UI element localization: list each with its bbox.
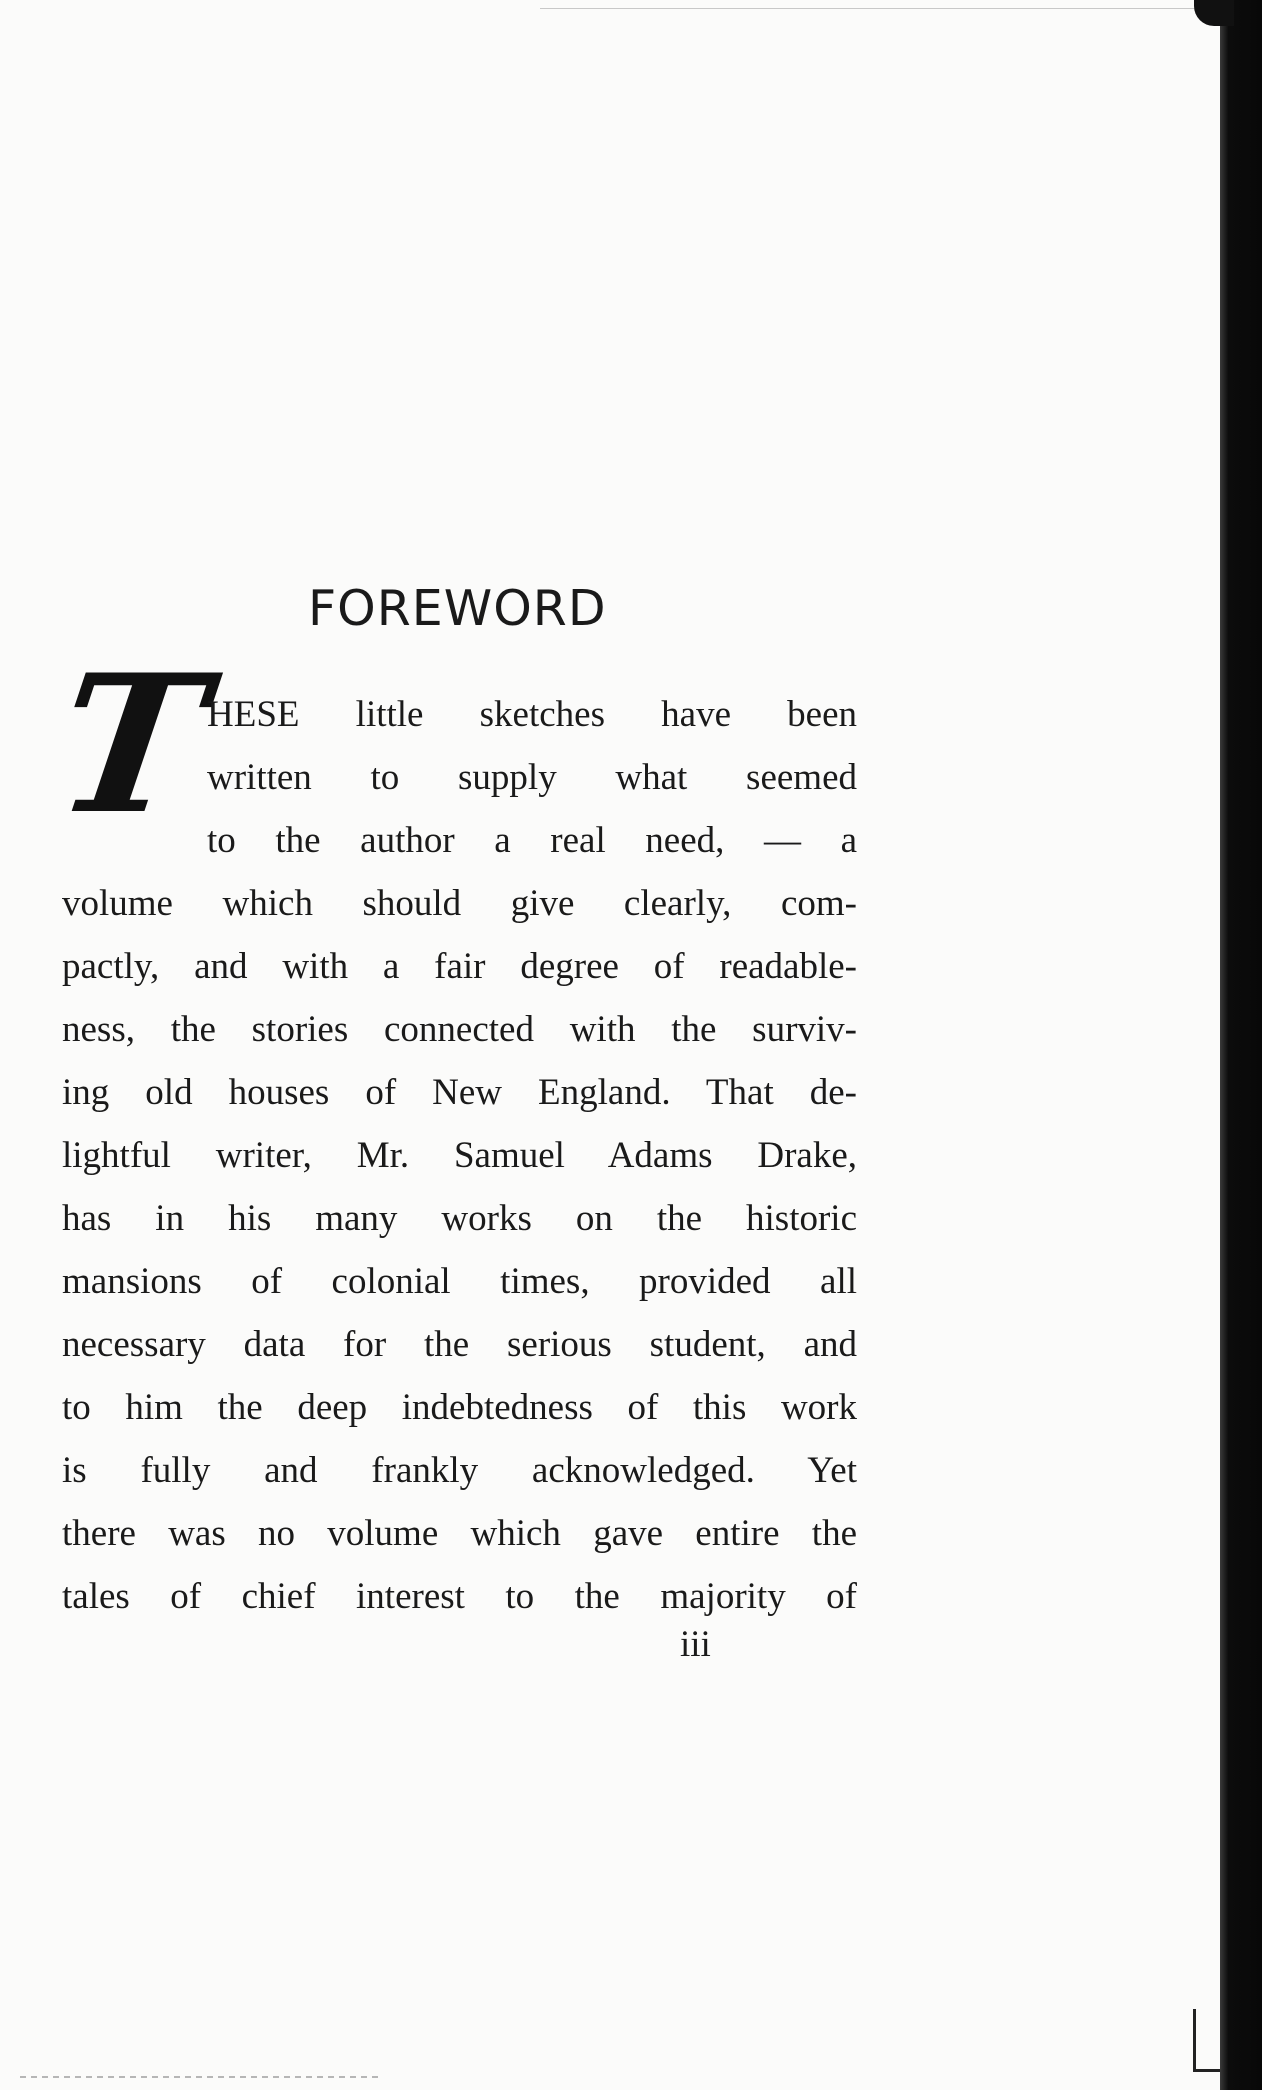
text-line: necessary data for the serious student, and	[62, 1324, 857, 1365]
spine-corner	[1194, 0, 1234, 26]
text-line: to the author a real need, — a	[207, 820, 857, 861]
text-line: is fully and frankly acknowledged. Yet	[62, 1450, 857, 1491]
spine-corner-bottom	[1193, 2009, 1220, 2072]
text-line: pactly, and with a fair degree of readable-	[62, 946, 857, 987]
text-line: lightful writer, Mr. Samuel Adams Drake,	[62, 1135, 857, 1176]
book-spine-shadow	[1220, 0, 1262, 2090]
text-line: volume which should give clearly, com-	[62, 883, 857, 924]
text-line: to him the deep indebtedness of this work	[62, 1387, 857, 1428]
text-line: HESE little sketches have been	[207, 694, 857, 735]
scan-edge-line-bottom	[20, 2076, 380, 2078]
page-number: iii	[680, 1624, 711, 1665]
page-title: FOREWORD	[308, 580, 607, 637]
text-line: mansions of colonial times, provided all	[62, 1261, 857, 1302]
text-line: has in his many works on the historic	[62, 1198, 857, 1239]
text-line: tales of chief interest to the majority of	[62, 1576, 857, 1617]
text-line: there was no volume which gave entire the	[62, 1513, 857, 1554]
text-line: ness, the stories connected with the surviv-	[62, 1009, 857, 1050]
scan-edge-line	[540, 8, 1200, 9]
drop-cap: T	[44, 633, 218, 856]
text-line: written to supply what seemed	[207, 757, 857, 798]
text-line: ing old houses of New England. That de-	[62, 1072, 857, 1113]
